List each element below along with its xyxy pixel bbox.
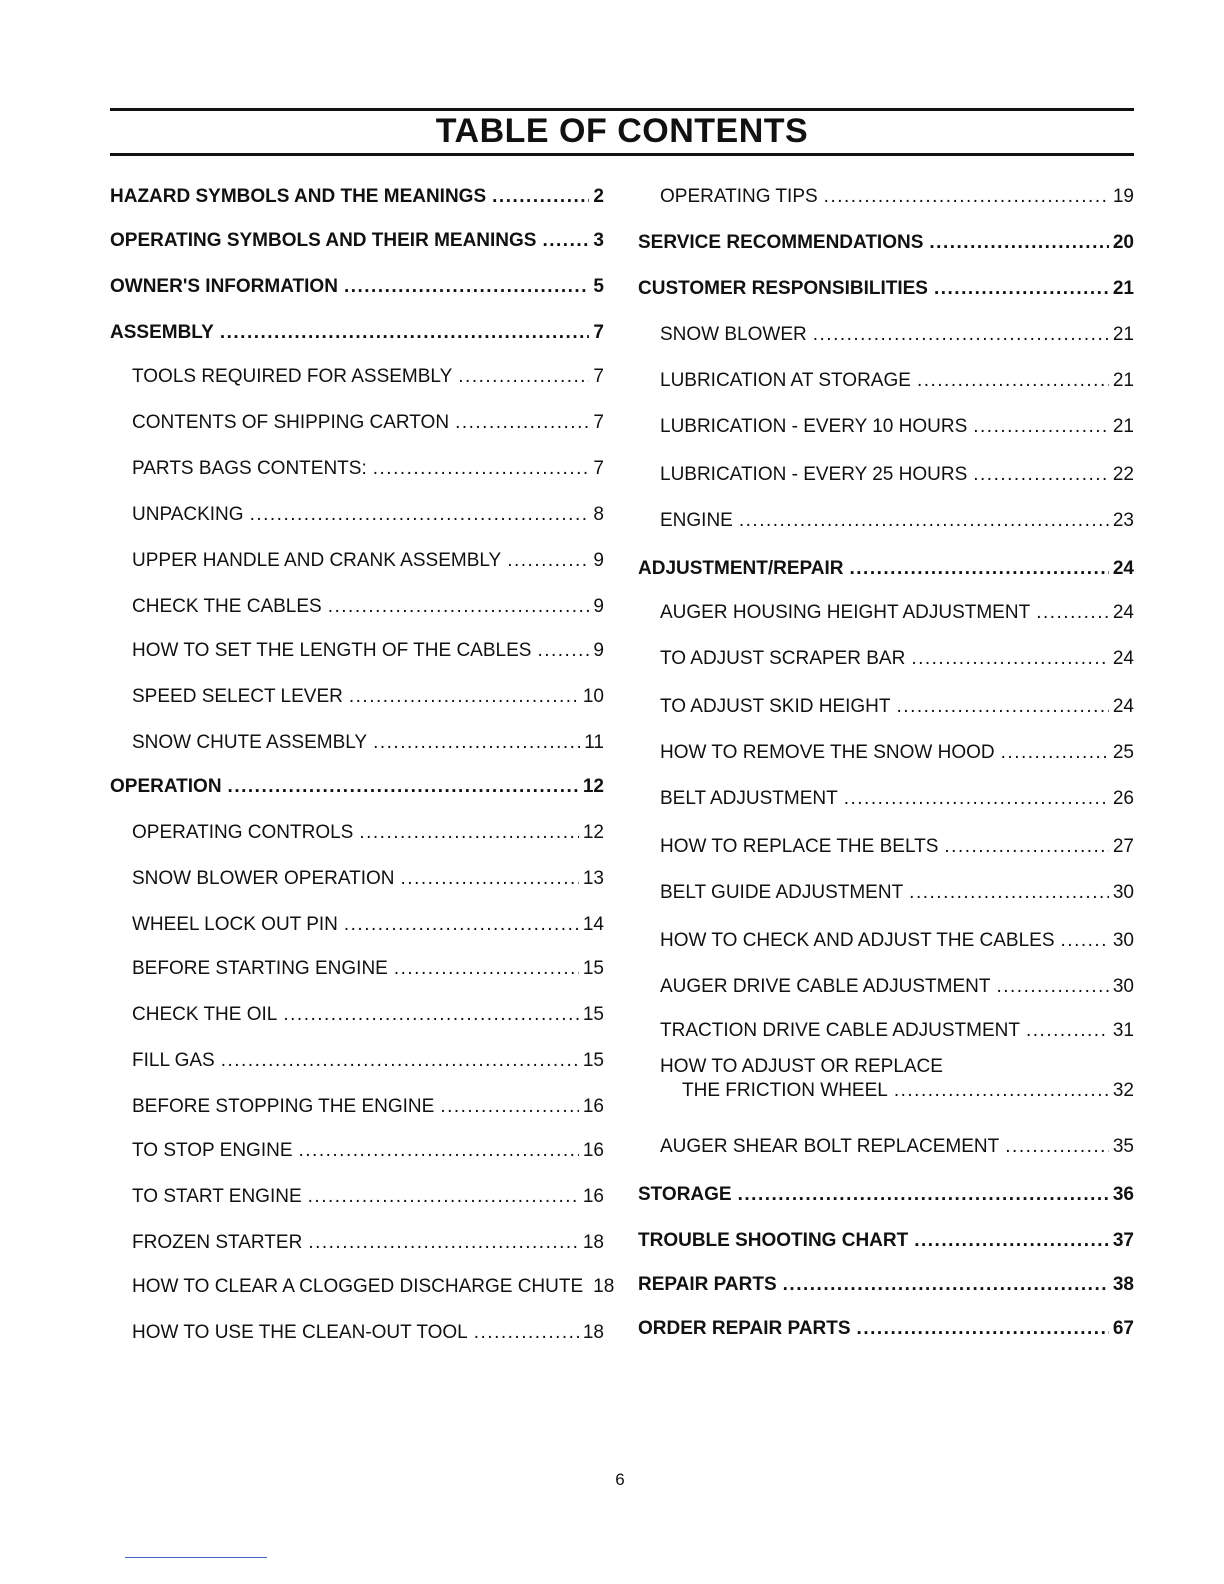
toc-entry-title: AUGER HOUSING HEIGHT ADJUSTMENT: [660, 602, 1031, 623]
toc-entry-page: 21: [1112, 324, 1134, 345]
toc-entry-page: 25: [1112, 742, 1134, 763]
toc-entry-page: 21: [1112, 278, 1134, 299]
toc-entry-title: STORAGE: [638, 1184, 732, 1205]
toc-entry-page: 8: [593, 504, 604, 525]
toc-entry-frozen-starter[interactable]: [132, 1224, 604, 1254]
toc-entry-page: 15: [582, 1004, 604, 1025]
toc-entry-storage[interactable]: [638, 1176, 1134, 1206]
toc-entry-auger-drive-cable-adjustment[interactable]: [660, 968, 1134, 998]
dot-leader: [914, 1230, 1109, 1252]
dot-leader: [373, 458, 590, 480]
toc-entry-title: CUSTOMER RESPONSIBILITIES: [638, 278, 928, 299]
toc-entry-title: SNOW CHUTE ASSEMBLY: [132, 732, 368, 753]
toc-entry-title: SPEED SELECT LEVER: [132, 686, 343, 707]
dot-leader: [458, 366, 589, 388]
toc-entry-page: 24: [1112, 696, 1134, 717]
dot-leader: [394, 958, 579, 980]
toc-entry-title: HOW TO REPLACE THE BELTS: [660, 836, 939, 857]
toc-entry-page: 12: [582, 776, 604, 797]
dot-leader: [738, 1184, 1109, 1206]
toc-entry-trouble-shooting-chart[interactable]: [638, 1222, 1134, 1252]
toc-entry-speed-select-lever[interactable]: [132, 678, 604, 708]
toc-entry-page: 16: [582, 1096, 604, 1117]
dot-leader: [228, 776, 579, 798]
dot-leader: [344, 914, 579, 936]
toc-entry-title: SNOW BLOWER OPERATION: [132, 868, 395, 889]
toc-entry-page: 32: [1112, 1080, 1134, 1101]
toc-entry-customer-responsibilities[interactable]: [638, 270, 1134, 300]
toc-entry-title: ASSEMBLY: [110, 322, 214, 343]
dot-leader: [537, 640, 589, 662]
toc-entry-page: 15: [582, 958, 604, 979]
toc-entry-owner-s-information[interactable]: [110, 268, 604, 298]
toc-entry-title: HOW TO CLEAR A CLOGGED DISCHARGE CHUTE: [132, 1276, 584, 1297]
toc-entry-page: 21: [1112, 370, 1134, 391]
toc-entry-auger-housing-height-adjustment[interactable]: [660, 594, 1134, 624]
toc-entry-title: CHECK THE OIL: [132, 1004, 278, 1025]
toc-entry-title: OPERATING CONTROLS: [132, 822, 354, 843]
toc-entry-title: FILL GAS: [132, 1050, 215, 1071]
toc-entry-how-to-clear-a-clogged-discharge-chute[interactable]: [132, 1268, 615, 1298]
toc-entry-to-start-engine[interactable]: [132, 1178, 604, 1208]
toc-entry-title: OWNER'S INFORMATION: [110, 276, 338, 297]
dot-leader: [973, 416, 1109, 438]
toc-entry-how-to-remove-the-snow-hood[interactable]: [660, 734, 1134, 764]
toc-entry-page: 30: [1112, 976, 1134, 997]
toc-entry-title: TO START ENGINE: [132, 1186, 302, 1207]
toc-entry-title: TOOLS REQUIRED FOR ASSEMBLY: [132, 366, 453, 387]
toc-entry-page: 9: [593, 550, 604, 571]
dot-leader: [1005, 1136, 1109, 1158]
toc-entry-check-the-oil[interactable]: [132, 996, 604, 1026]
toc-entry-title: LUBRICATION AT STORAGE: [660, 370, 911, 391]
toc-entry-title: LUBRICATION - EVERY 10 HOURS: [660, 416, 968, 437]
toc-entry-page: 22: [1112, 464, 1134, 485]
toc-entry-before-starting-engine[interactable]: [132, 950, 604, 980]
toc-entry-auger-shear-bolt-replacement[interactable]: [660, 1128, 1134, 1158]
toc-entry-traction-drive-cable-adjustment[interactable]: [660, 1012, 1134, 1042]
dot-leader: [929, 232, 1108, 254]
toc-entry-page: 11: [584, 732, 604, 753]
toc-entry-title: TRACTION DRIVE CABLE ADJUSTMENT: [660, 1020, 1020, 1041]
dot-leader: [1061, 930, 1109, 952]
toc-entry-lubrication-every-10-hours[interactable]: [660, 408, 1134, 438]
toc-entry-how-to-adjust-or-replace-the-friction-wheel[interactable]: [660, 1056, 1134, 1110]
toc-entry-fill-gas[interactable]: [132, 1042, 604, 1072]
toc-entry-how-to-use-the-clean-out-tool[interactable]: [132, 1314, 604, 1344]
toc-entry-title: UPPER HANDLE AND CRANK ASSEMBLY: [132, 550, 502, 571]
toc-entry-title: TO ADJUST SCRAPER BAR: [660, 648, 906, 669]
toc-entry-title: WHEEL LOCK OUT PIN: [132, 914, 338, 935]
dot-leader: [474, 1322, 579, 1344]
toc-entry-page: 21: [1112, 416, 1134, 437]
toc-entry-title: HOW TO USE THE CLEAN-OUT TOOL: [132, 1322, 468, 1343]
toc-entry-title: CHECK THE CABLES: [132, 596, 322, 617]
toc-entry-page: 7: [593, 458, 604, 479]
toc-entry-page: 19: [1112, 186, 1134, 207]
toc-entry-title: LUBRICATION - EVERY 25 HOURS: [660, 464, 968, 485]
page-title: TABLE OF CONTENTS: [435, 112, 809, 150]
toc-entry-title: OPERATING TIPS: [660, 186, 818, 207]
toc-entry-page: 15: [582, 1050, 604, 1071]
toc-entry-title: BEFORE STARTING ENGINE: [132, 958, 388, 979]
page-number: 6: [615, 1470, 625, 1489]
dot-leader: [996, 976, 1108, 998]
dot-leader: [220, 322, 590, 344]
toc-entry-title: OPERATION: [110, 776, 222, 797]
toc-entry-title: HOW TO REMOVE THE SNOW HOOD: [660, 742, 995, 763]
dot-leader: [739, 510, 1109, 532]
toc-entry-unpacking[interactable]: [132, 496, 604, 526]
toc-entry-title: BELT ADJUSTMENT: [660, 788, 838, 809]
dot-leader: [440, 1096, 579, 1118]
toc-entry-title: HOW TO ADJUST OR REPLACE: [660, 1056, 943, 1077]
toc-entry-title: ADJUSTMENT/REPAIR: [638, 558, 844, 579]
dot-leader: [909, 882, 1109, 904]
toc-entry-title: UNPACKING: [132, 504, 244, 525]
toc-entry-title: AUGER SHEAR BOLT REPLACEMENT: [660, 1136, 1000, 1157]
dot-leader: [944, 836, 1108, 858]
toc-entry-snow-blower-operation[interactable]: [132, 860, 604, 890]
toc-entry-how-to-replace-the-belts[interactable]: [660, 828, 1134, 858]
toc-entry-how-to-check-and-adjust-the-cables[interactable]: [660, 922, 1134, 952]
dot-leader: [221, 1050, 579, 1072]
toc-entry-service-recommendations[interactable]: [638, 224, 1134, 254]
dot-leader: [373, 732, 580, 754]
title-bottom-rule: [110, 153, 1134, 156]
toc-entry-title: FROZEN STARTER: [132, 1232, 303, 1253]
toc-entry-page: 24: [1112, 648, 1134, 669]
toc-entry-upper-handle-and-crank-assembly[interactable]: [132, 542, 604, 572]
dot-leader: [917, 370, 1109, 392]
dot-leader: [250, 504, 590, 526]
toc-entry-page: 30: [1112, 882, 1134, 903]
dot-leader: [344, 276, 589, 298]
toc-entry-title: ENGINE: [660, 510, 733, 531]
dot-leader: [299, 1140, 579, 1162]
toc-entry-engine[interactable]: [660, 502, 1134, 532]
toc-entry-parts-bags-contents[interactable]: [132, 450, 604, 480]
toc-entry-check-the-cables[interactable]: [132, 588, 604, 618]
toc-entry-page: 31: [1112, 1020, 1134, 1041]
toc-entry-belt-adjustment[interactable]: [660, 780, 1134, 810]
toc-entry-title-cont: THE FRICTION WHEEL: [682, 1080, 888, 1101]
dot-leader: [283, 1004, 579, 1026]
toc-entry-page: 36: [1112, 1184, 1134, 1205]
toc-entry-repair-parts[interactable]: [638, 1266, 1134, 1296]
toc-entry-page: 24: [1112, 602, 1134, 623]
toc-entry-title: HAZARD SYMBOLS AND THE MEANINGS: [110, 186, 487, 207]
dot-leader: [507, 550, 589, 572]
toc-entry-to-adjust-skid-height[interactable]: [660, 688, 1134, 718]
dot-leader: [911, 648, 1109, 670]
toc-entry-operating-symbols-and-their-meanings[interactable]: [110, 222, 604, 252]
toc-entry-page: 10: [582, 686, 604, 707]
toc-entry-title: PARTS BAGS CONTENTS:: [132, 458, 367, 479]
toc-entry-page: 7: [593, 412, 604, 433]
toc-entry-to-adjust-scraper-bar[interactable]: [660, 640, 1134, 670]
toc-entry-assembly[interactable]: [110, 314, 604, 344]
dot-leader: [824, 186, 1109, 208]
toc-entry-title: CONTENTS OF SHIPPING CARTON: [132, 412, 450, 433]
toc-entry-title: BEFORE STOPPING THE ENGINE: [132, 1096, 435, 1117]
toc-entry-title: HOW TO CHECK AND ADJUST THE CABLES: [660, 930, 1055, 951]
dot-leader: [1026, 1020, 1109, 1042]
toc-entry-page: 18: [593, 1276, 615, 1297]
toc-entry-snow-chute-assembly[interactable]: [132, 724, 604, 754]
toc-entry-page: 9: [593, 596, 604, 617]
toc-entry-page: 18: [582, 1322, 604, 1343]
toc-entry-page: 13: [582, 868, 604, 889]
toc-entry-tools-required-for-assembly[interactable]: [132, 358, 604, 388]
dot-leader: [1036, 602, 1109, 624]
toc-entry-page: 30: [1112, 930, 1134, 951]
dot-leader: [897, 696, 1109, 718]
toc-entry-title: SERVICE RECOMMENDATIONS: [638, 232, 924, 253]
toc-entry-lubrication-every-25-hours[interactable]: [660, 456, 1134, 486]
toc-entry-wheel-lock-out-pin[interactable]: [132, 906, 604, 936]
dot-leader: [328, 596, 590, 618]
dot-leader: [542, 230, 589, 252]
toc-entry-page: 14: [582, 914, 604, 935]
toc-entry-page: 26: [1112, 788, 1134, 809]
toc-entry-page: 23: [1112, 510, 1134, 531]
toc-entry-title: SNOW BLOWER: [660, 324, 807, 345]
toc-entry-page: 27: [1112, 836, 1134, 857]
toc-entry-snow-blower[interactable]: [660, 316, 1134, 346]
footer-line: [125, 1557, 267, 1558]
toc-entry-page: 16: [582, 1186, 604, 1207]
dot-leader: [401, 868, 579, 890]
dot-leader: [455, 412, 589, 434]
toc-entry-page: 7: [593, 366, 604, 387]
toc-entry-page: 12: [582, 822, 604, 843]
toc-entry-page: 16: [582, 1140, 604, 1161]
toc-entry-page: 5: [593, 276, 604, 297]
toc-entry-page: 24: [1112, 558, 1134, 579]
dot-leader: [813, 324, 1109, 346]
dot-leader: [857, 1318, 1109, 1340]
dot-leader: [973, 464, 1109, 486]
toc-entry-operating-tips[interactable]: [660, 178, 1134, 208]
toc-entry-title: BELT GUIDE ADJUSTMENT: [660, 882, 904, 903]
toc-entry-title: ORDER REPAIR PARTS: [638, 1318, 851, 1339]
toc-entry-operation[interactable]: [110, 768, 604, 798]
dot-leader: [359, 822, 579, 844]
toc-entry-title: TO ADJUST SKID HEIGHT: [660, 696, 891, 717]
toc-entry-belt-guide-adjustment[interactable]: [660, 874, 1134, 904]
toc-entry-title: TO STOP ENGINE: [132, 1140, 293, 1161]
dot-leader: [934, 278, 1109, 300]
toc-entry-to-stop-engine[interactable]: [132, 1132, 604, 1162]
toc-entry-hazard-symbols-and-the-meanings[interactable]: [110, 178, 604, 208]
toc-entry-page: 35: [1112, 1136, 1134, 1157]
toc-entry-page: 67: [1112, 1318, 1134, 1339]
toc-entry-title: OPERATING SYMBOLS AND THEIR MEANINGS: [110, 230, 537, 251]
toc-entry-page: 7: [593, 322, 604, 343]
toc-entry-page: 9: [593, 640, 604, 661]
toc-entry-page: 2: [593, 186, 604, 207]
toc-entry-page: 3: [593, 230, 604, 251]
toc-entry-order-repair-parts[interactable]: [638, 1310, 1134, 1340]
toc-entry-how-to-set-the-length-of-the-cables[interactable]: [132, 632, 604, 662]
dot-leader: [844, 788, 1109, 810]
dot-leader: [308, 1186, 579, 1208]
toc-entry-title: HOW TO SET THE LENGTH OF THE CABLES: [132, 640, 532, 661]
dot-leader: [783, 1274, 1109, 1296]
toc-entry-operating-controls[interactable]: [132, 814, 604, 844]
toc-entry-page: 18: [582, 1232, 604, 1253]
toc-entry-page: 20: [1112, 232, 1134, 253]
toc-entry-title: AUGER DRIVE CABLE ADJUSTMENT: [660, 976, 991, 997]
toc-entry-contents-of-shipping-carton[interactable]: [132, 404, 604, 434]
dot-leader: [850, 558, 1109, 580]
dot-leader: [1001, 742, 1109, 764]
toc-entry-lubrication-at-storage[interactable]: [660, 362, 1134, 392]
toc-entry-adjustment-repair[interactable]: [638, 550, 1134, 580]
dot-leader: [894, 1080, 1109, 1102]
toc-entry-title: REPAIR PARTS: [638, 1274, 777, 1295]
toc-entry-page: 38: [1112, 1274, 1134, 1295]
dot-leader: [492, 186, 589, 208]
toc-entry-page: 37: [1112, 1230, 1134, 1251]
toc-entry-before-stopping-the-engine[interactable]: [132, 1088, 604, 1118]
toc-entry-title: TROUBLE SHOOTING CHART: [638, 1230, 909, 1251]
dot-leader: [308, 1232, 579, 1254]
dot-leader: [349, 686, 579, 708]
